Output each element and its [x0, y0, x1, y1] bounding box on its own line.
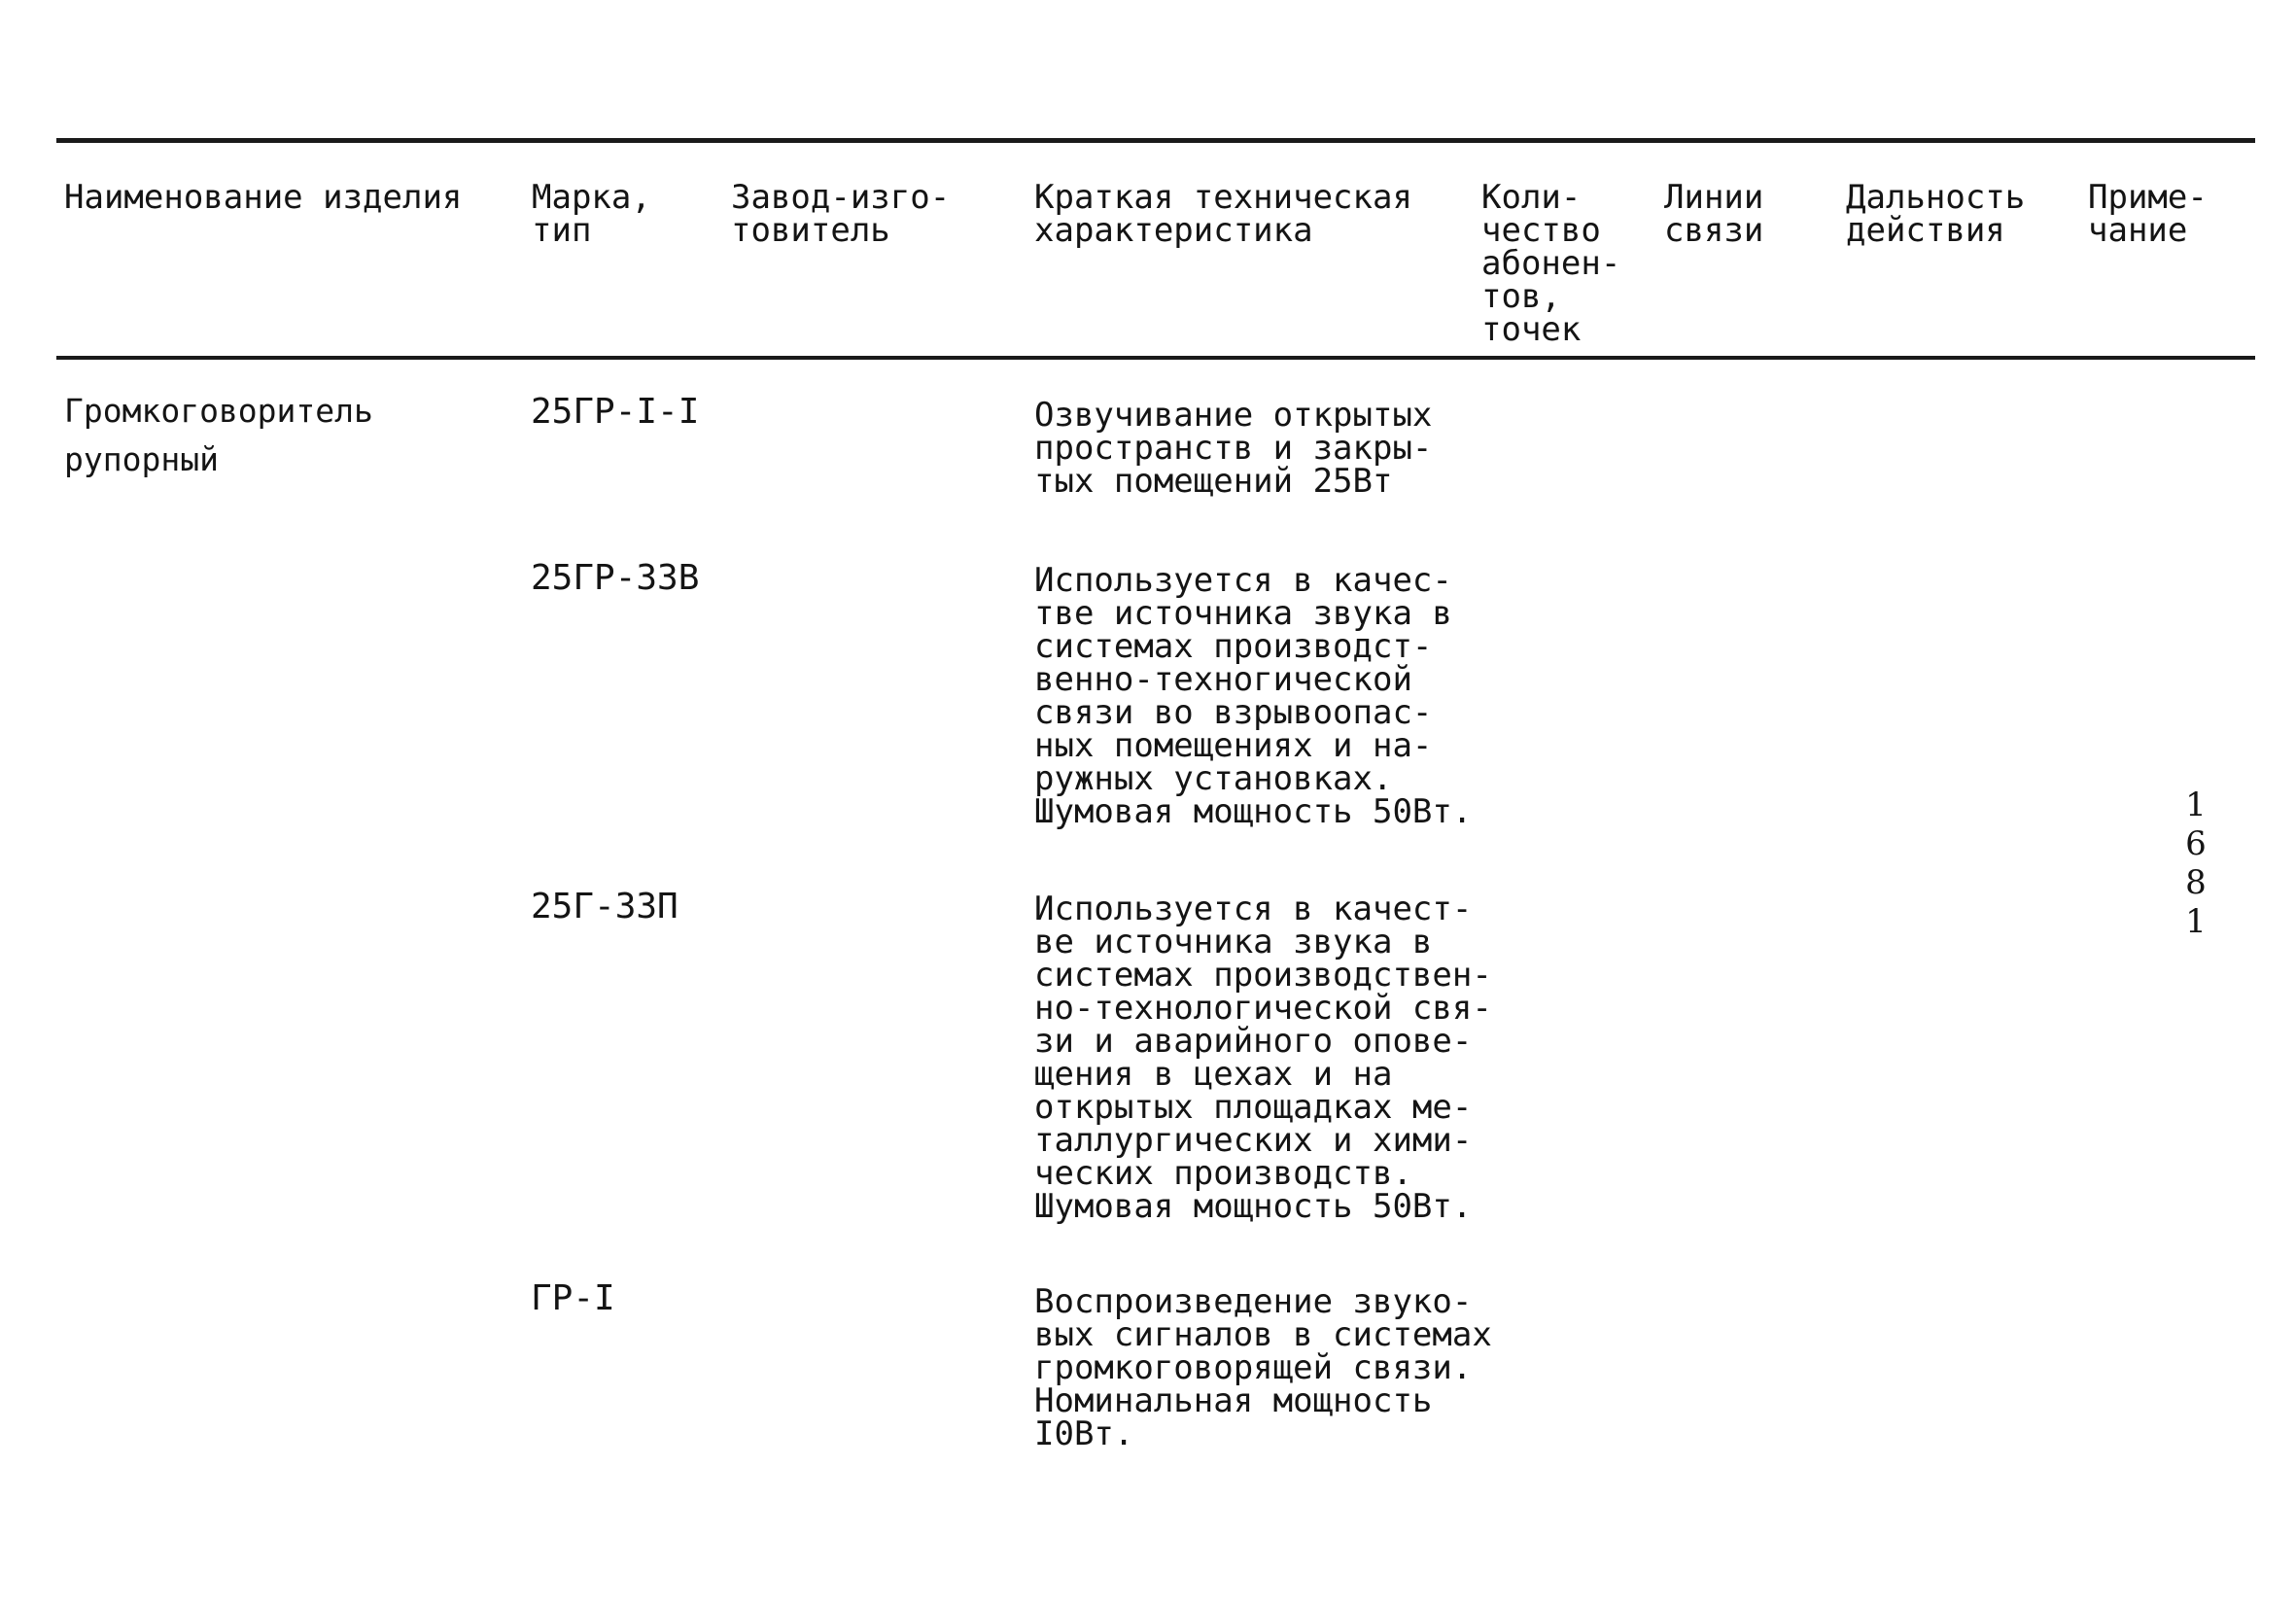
header-maker: Завод-изго- товитель	[731, 178, 951, 250]
header-name: Наименование изделия	[64, 178, 463, 217]
row-1-mark: 25ГР-I-I	[531, 392, 700, 432]
row-4-mark: ГР-I	[531, 1278, 615, 1318]
row-4-description: Воспроизведение звуко- вых сигналов в системах громкоговорящей связи. Номинальная мощность I0Вт.	[1034, 1282, 1492, 1453]
row-3-mark: 25Г-33П	[531, 887, 678, 926]
header-spec: Краткая техническая характеристика	[1034, 178, 1412, 250]
header-note: Приме- чание	[2088, 178, 2208, 250]
row-3-description: Используется в качест- ве источника звука в системах производствен- но-технологической свя- зи и аварийного опове- щения в цехах и на открытых площадках ме- таллургических и хими- ческих производств. Шумовая мощность 50Вт.	[1034, 890, 1492, 1226]
table-top-rule	[56, 138, 2255, 143]
product-name: Громкоговоритель рупорный	[64, 392, 373, 478]
header-lines: Линии связи	[1664, 178, 1764, 250]
header-range: Дальность действия	[1846, 178, 2026, 250]
row-2-mark: 25ГР-33В	[531, 558, 700, 598]
row-1-description: Озвучивание открытых пространств и закры- тых помещений 25Вт	[1034, 396, 1433, 501]
row-2-description: Используется в качес- тве источника звука в системах производст- венно-техногической связи во взрывоопас- ных помещениях и на- ружных установках. Шумовая мощность 50Вт.	[1034, 561, 1473, 831]
header-mark: Марка, тип	[532, 178, 651, 250]
table-header-rule	[56, 356, 2255, 360]
page-number: 1 6 8 1	[2185, 786, 2207, 941]
header-qty: Коли- чество абонен- тов, точек	[1481, 178, 1621, 349]
